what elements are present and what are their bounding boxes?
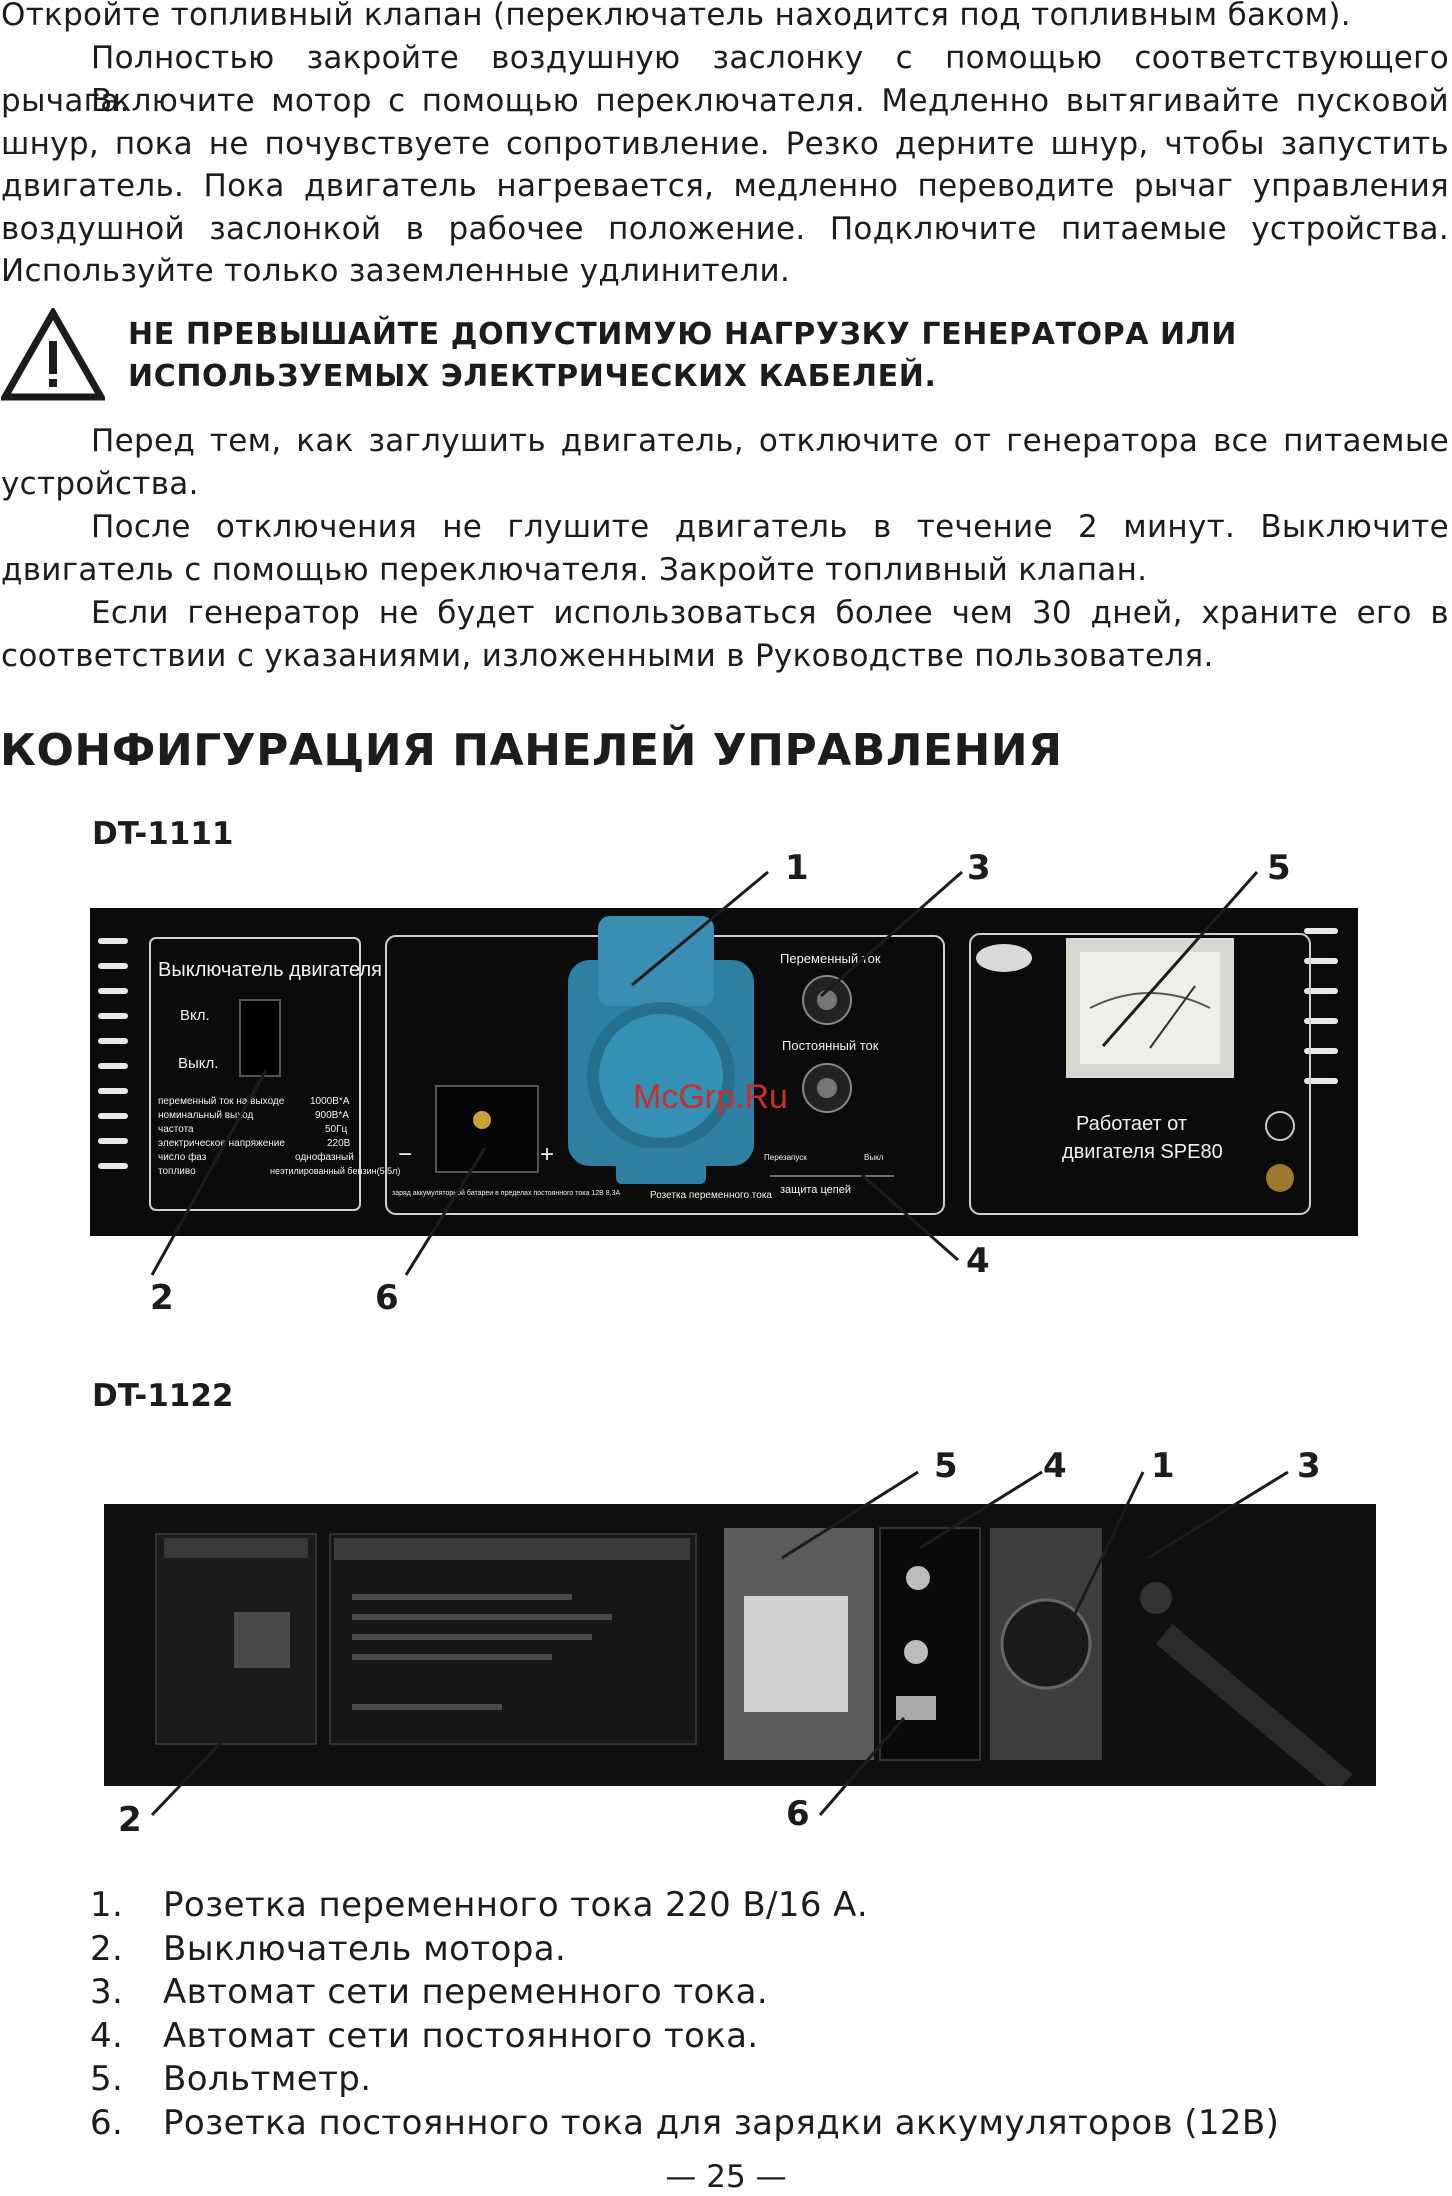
list-item: 2. Выключатель мотора. xyxy=(90,1928,567,1969)
ac-breaker-2[interactable] xyxy=(1140,1582,1172,1614)
svg-text:1000В*А: 1000В*А xyxy=(310,1096,350,1107)
reset-label: Перезапуск xyxy=(764,1153,807,1162)
callout-4: 4 xyxy=(1043,1446,1067,1486)
callout-2: 2 xyxy=(118,1800,142,1840)
ground-terminal[interactable] xyxy=(1266,1164,1294,1192)
svg-text:частота: частота xyxy=(158,1124,194,1135)
svg-text:220В: 220В xyxy=(327,1138,351,1149)
callout-5: 5 xyxy=(934,1446,958,1486)
section-title: КОНФИГУРАЦИЯ ПАНЕЛЕЙ УПРАВЛЕНИЯ xyxy=(0,725,1063,776)
paragraph-after-disconnect: После отключения не глушите двигатель в течение 2 минут. Выключите двигатель с помощью переключателя. Закройте топливный клапан. xyxy=(1,509,1449,588)
engine-switch-2[interactable] xyxy=(234,1612,290,1668)
svg-text:однофазный: однофазный xyxy=(295,1152,354,1163)
ac-label: Переменный ток xyxy=(780,951,881,966)
protection-label: защита цепей xyxy=(780,1184,851,1196)
callout-6: 6 xyxy=(375,1278,399,1318)
voltmeter-2 xyxy=(744,1596,848,1712)
svg-text:50Гц: 50Гц xyxy=(325,1124,348,1135)
svg-text:топливо: топливо xyxy=(158,1166,196,1177)
callout-4: 4 xyxy=(966,1241,990,1281)
dc-caption: заряд аккумуляторной батареи в пределах постоянного тока 12В 8,3А xyxy=(392,1190,621,1197)
callout-3: 3 xyxy=(1297,1446,1321,1486)
callout-1: 1 xyxy=(785,848,809,888)
callout-5: 5 xyxy=(1267,848,1291,888)
watermark: McGrp.Ru xyxy=(633,1078,788,1116)
panel1-model-label: DT-1111 xyxy=(92,816,234,852)
svg-text:переменный ток на выходе: переменный ток на выходе xyxy=(158,1096,285,1107)
paragraph-fuel-valve: Откройте топливный клапан (переключатель находится под топливным баком). xyxy=(1,0,1351,33)
list-item: 4. Автомат сети постоянного тока. xyxy=(90,2015,759,2056)
switch-off-label: Выкл. xyxy=(178,1055,219,1072)
ac-socket-2[interactable] xyxy=(1002,1600,1090,1688)
paragraph-choke: Полностью закройте воздушную заслонку с помощью соответствующего рычага. xyxy=(1,40,1449,119)
engine-line1: Работает от xyxy=(1076,1113,1188,1135)
svg-text:число фаз: число фаз xyxy=(158,1152,207,1163)
dc-breaker-2[interactable] xyxy=(906,1566,930,1590)
socket-caption: Розетка переменного тока xyxy=(650,1190,772,1201)
panel1-photo xyxy=(90,908,1358,1236)
paragraph-before-stop: Перед тем, как заглушить двигатель, отключите от генератора все питаемые устройства. xyxy=(1,423,1449,502)
svg-text:900В*А: 900В*А xyxy=(315,1110,349,1121)
dc-label: Постоянный ток xyxy=(782,1038,879,1053)
off-label: Выкл xyxy=(864,1153,884,1162)
svg-text:неэтилированный бензин(5,5л): неэтилированный бензин(5,5л) xyxy=(270,1166,401,1176)
warning-text: НЕ ПРЕВЫШАЙТЕ ДОПУСТИМУЮ НАГРУЗКУ ГЕНЕРАТОРА ИЛИ ИСПОЛЬЗУЕМЫХ ЭЛЕКТРИЧЕСКИХ КАБЕЛЕЙ. xyxy=(128,317,1237,394)
panel2-photo xyxy=(104,1504,1376,1786)
panel2-model-label: DT-1122 xyxy=(92,1378,234,1414)
callout-1: 1 xyxy=(1151,1446,1175,1486)
list-item: 3. Автомат сети переменного тока. xyxy=(90,1972,769,2012)
engine-switch[interactable] xyxy=(240,1000,280,1076)
list-item: 1. Розетка переменного тока 220 В/16 А. xyxy=(90,1885,869,1925)
callout-2: 2 xyxy=(150,1278,174,1318)
callout-3: 3 xyxy=(967,848,991,888)
svg-text:электрическое напряжение: электрическое напряжение xyxy=(158,1138,285,1149)
paragraph-storage: Если генератор не будет использоваться более чем 30 дней, храните его в соответствии с указаниями, изложенными в Руководстве пользователя. xyxy=(1,595,1449,674)
switch-on-label: Вкл. xyxy=(180,1007,210,1024)
legend-list xyxy=(90,1884,1279,2145)
dc-minus: − xyxy=(398,1141,413,1168)
page-number: — 25 — xyxy=(665,2159,787,2195)
switch-box-title: Выключатель двигателя xyxy=(158,959,382,981)
callout-6: 6 xyxy=(786,1794,810,1834)
paragraph-start-engine: Включите мотор с помощью переключателя. Медленно вытягивайте пусковой шнур, пока не почувствуете сопротивление. Резко дерните шнур, чтобы запустить двигатель. Пока двигатель нагревается, медленно переводите рычаг управления воздушной заслонкой в рабочее положение. Подключите питаемые устройства. Используйте только заземленные удлинители. xyxy=(1,83,1449,289)
dc-outlet[interactable] xyxy=(436,1086,538,1172)
engine-line2: двигателя SPE80 xyxy=(1062,1141,1223,1163)
svg-text:номинальный выход: номинальный выход xyxy=(158,1110,254,1121)
list-item: 5. Вольтметр. xyxy=(90,2059,372,2099)
dc-plus: + xyxy=(540,1141,555,1168)
dc-outlet-2[interactable] xyxy=(896,1696,936,1720)
list-item: 6. Розетка постоянного тока для зарядки аккумуляторов (12В) xyxy=(90,2102,1280,2143)
warning-triangle-icon xyxy=(1,308,105,402)
